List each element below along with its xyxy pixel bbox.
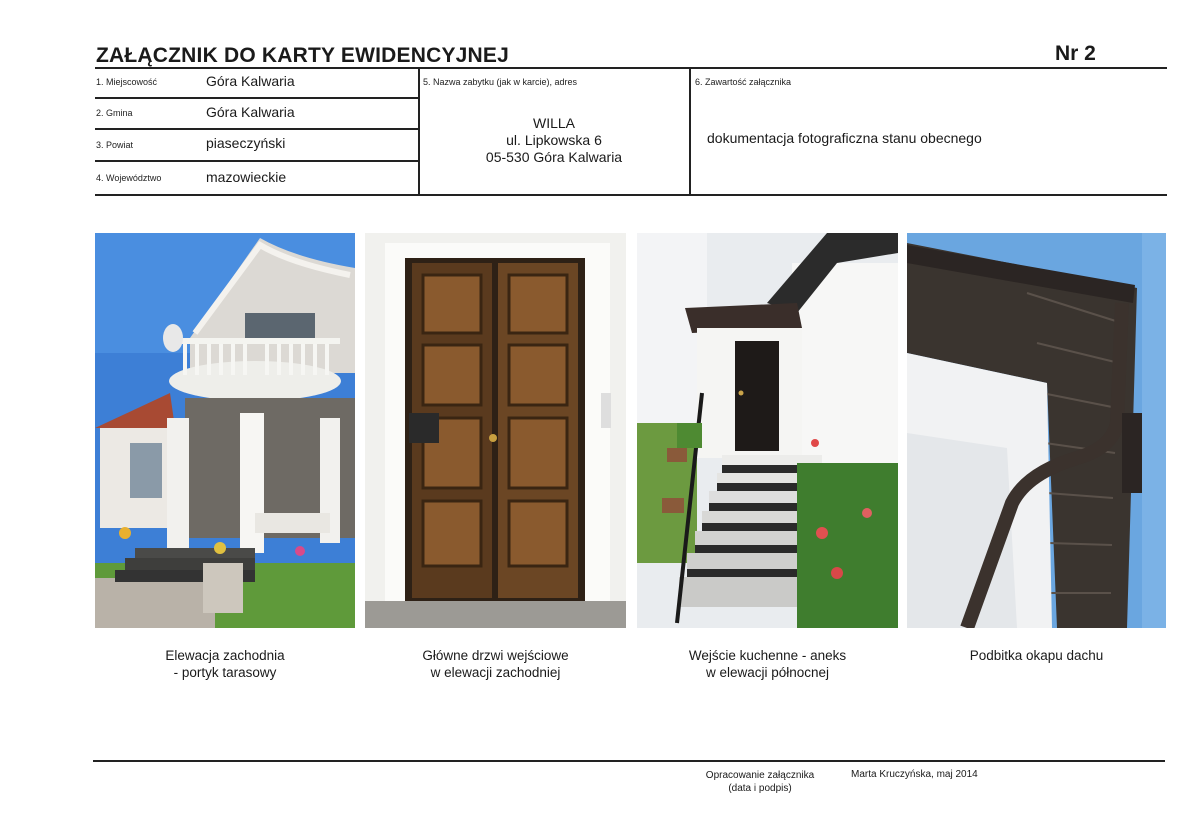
caption-photo-3 xyxy=(637,647,898,681)
nazwa-line-3: 05-530 Góra Kalwaria xyxy=(485,149,623,165)
field-zawartosc-label: 6. Zawartość załącznika xyxy=(695,77,792,87)
field-miejscowosc-label: 1. Miejscowość xyxy=(96,77,158,87)
caption-photo-1-line-2: - portyk tarasowy xyxy=(173,665,277,680)
caption-photo-2-line-1: Główne drzwi wejściowe xyxy=(422,648,569,663)
document-number: Nr 2 xyxy=(1055,42,1096,65)
field-nazwa-value xyxy=(420,115,688,166)
footer-divider xyxy=(93,760,1165,762)
field-gmina-value: Góra Kalwaria xyxy=(206,104,295,120)
field-gmina-label: 2. Gmina xyxy=(96,108,133,118)
nazwa-line-2: ul. Lipkowska 6 xyxy=(506,132,602,148)
field-powiat-label: 3. Powiat xyxy=(96,140,134,150)
field-powiat-value: piaseczyński xyxy=(206,135,286,151)
footer-label-line-1: Opracowanie załącznika xyxy=(705,770,815,781)
field-nazwa-label: 5. Nazwa zabytku (jak w karcie), adres xyxy=(423,77,578,87)
table-bottom-border xyxy=(95,194,1167,196)
caption-photo-2-line-2: w elewacji zachodniej xyxy=(430,665,561,680)
footer-prepared-by-label xyxy=(700,769,820,795)
table-divider-2 xyxy=(689,67,691,195)
row-divider-3 xyxy=(95,160,418,162)
footer-label-line-2: (data i podpis) xyxy=(728,783,792,794)
row-divider-1 xyxy=(95,97,418,99)
caption-photo-1-line-1: Elewacja zachodnia xyxy=(165,648,285,663)
field-miejscowosc-value: Góra Kalwaria xyxy=(206,73,295,89)
field-wojewodztwo-label: 4. Województwo xyxy=(96,173,162,183)
caption-photo-4-line-1: Podbitka okapu dachu xyxy=(969,648,1104,663)
wooden-door-photo xyxy=(365,233,626,628)
row-divider-2 xyxy=(95,128,418,130)
caption-photo-1 xyxy=(95,647,355,681)
caption-photo-4 xyxy=(907,647,1166,664)
villa-portico-photo xyxy=(95,233,355,628)
table-top-border xyxy=(95,67,1167,69)
document-title: ZAŁĄCZNIK DO KARTY EWIDENCYJNEJ xyxy=(96,44,510,67)
field-zawartosc-value: dokumentacja fotograficzna stanu obecnego xyxy=(707,130,982,146)
nazwa-line-1: WILLA xyxy=(532,115,575,131)
field-wojewodztwo-value: mazowieckie xyxy=(206,169,287,185)
footer-author: Marta Kruczyńska, maj 2014 xyxy=(851,769,978,780)
caption-photo-2 xyxy=(365,647,626,681)
caption-photo-3-line-2: w elewacji północnej xyxy=(705,665,830,680)
caption-photo-3-line-1: Wejście kuchenne - aneks xyxy=(688,648,847,663)
roof-eave-photo xyxy=(907,233,1166,628)
kitchen-entrance-photo xyxy=(637,233,898,628)
